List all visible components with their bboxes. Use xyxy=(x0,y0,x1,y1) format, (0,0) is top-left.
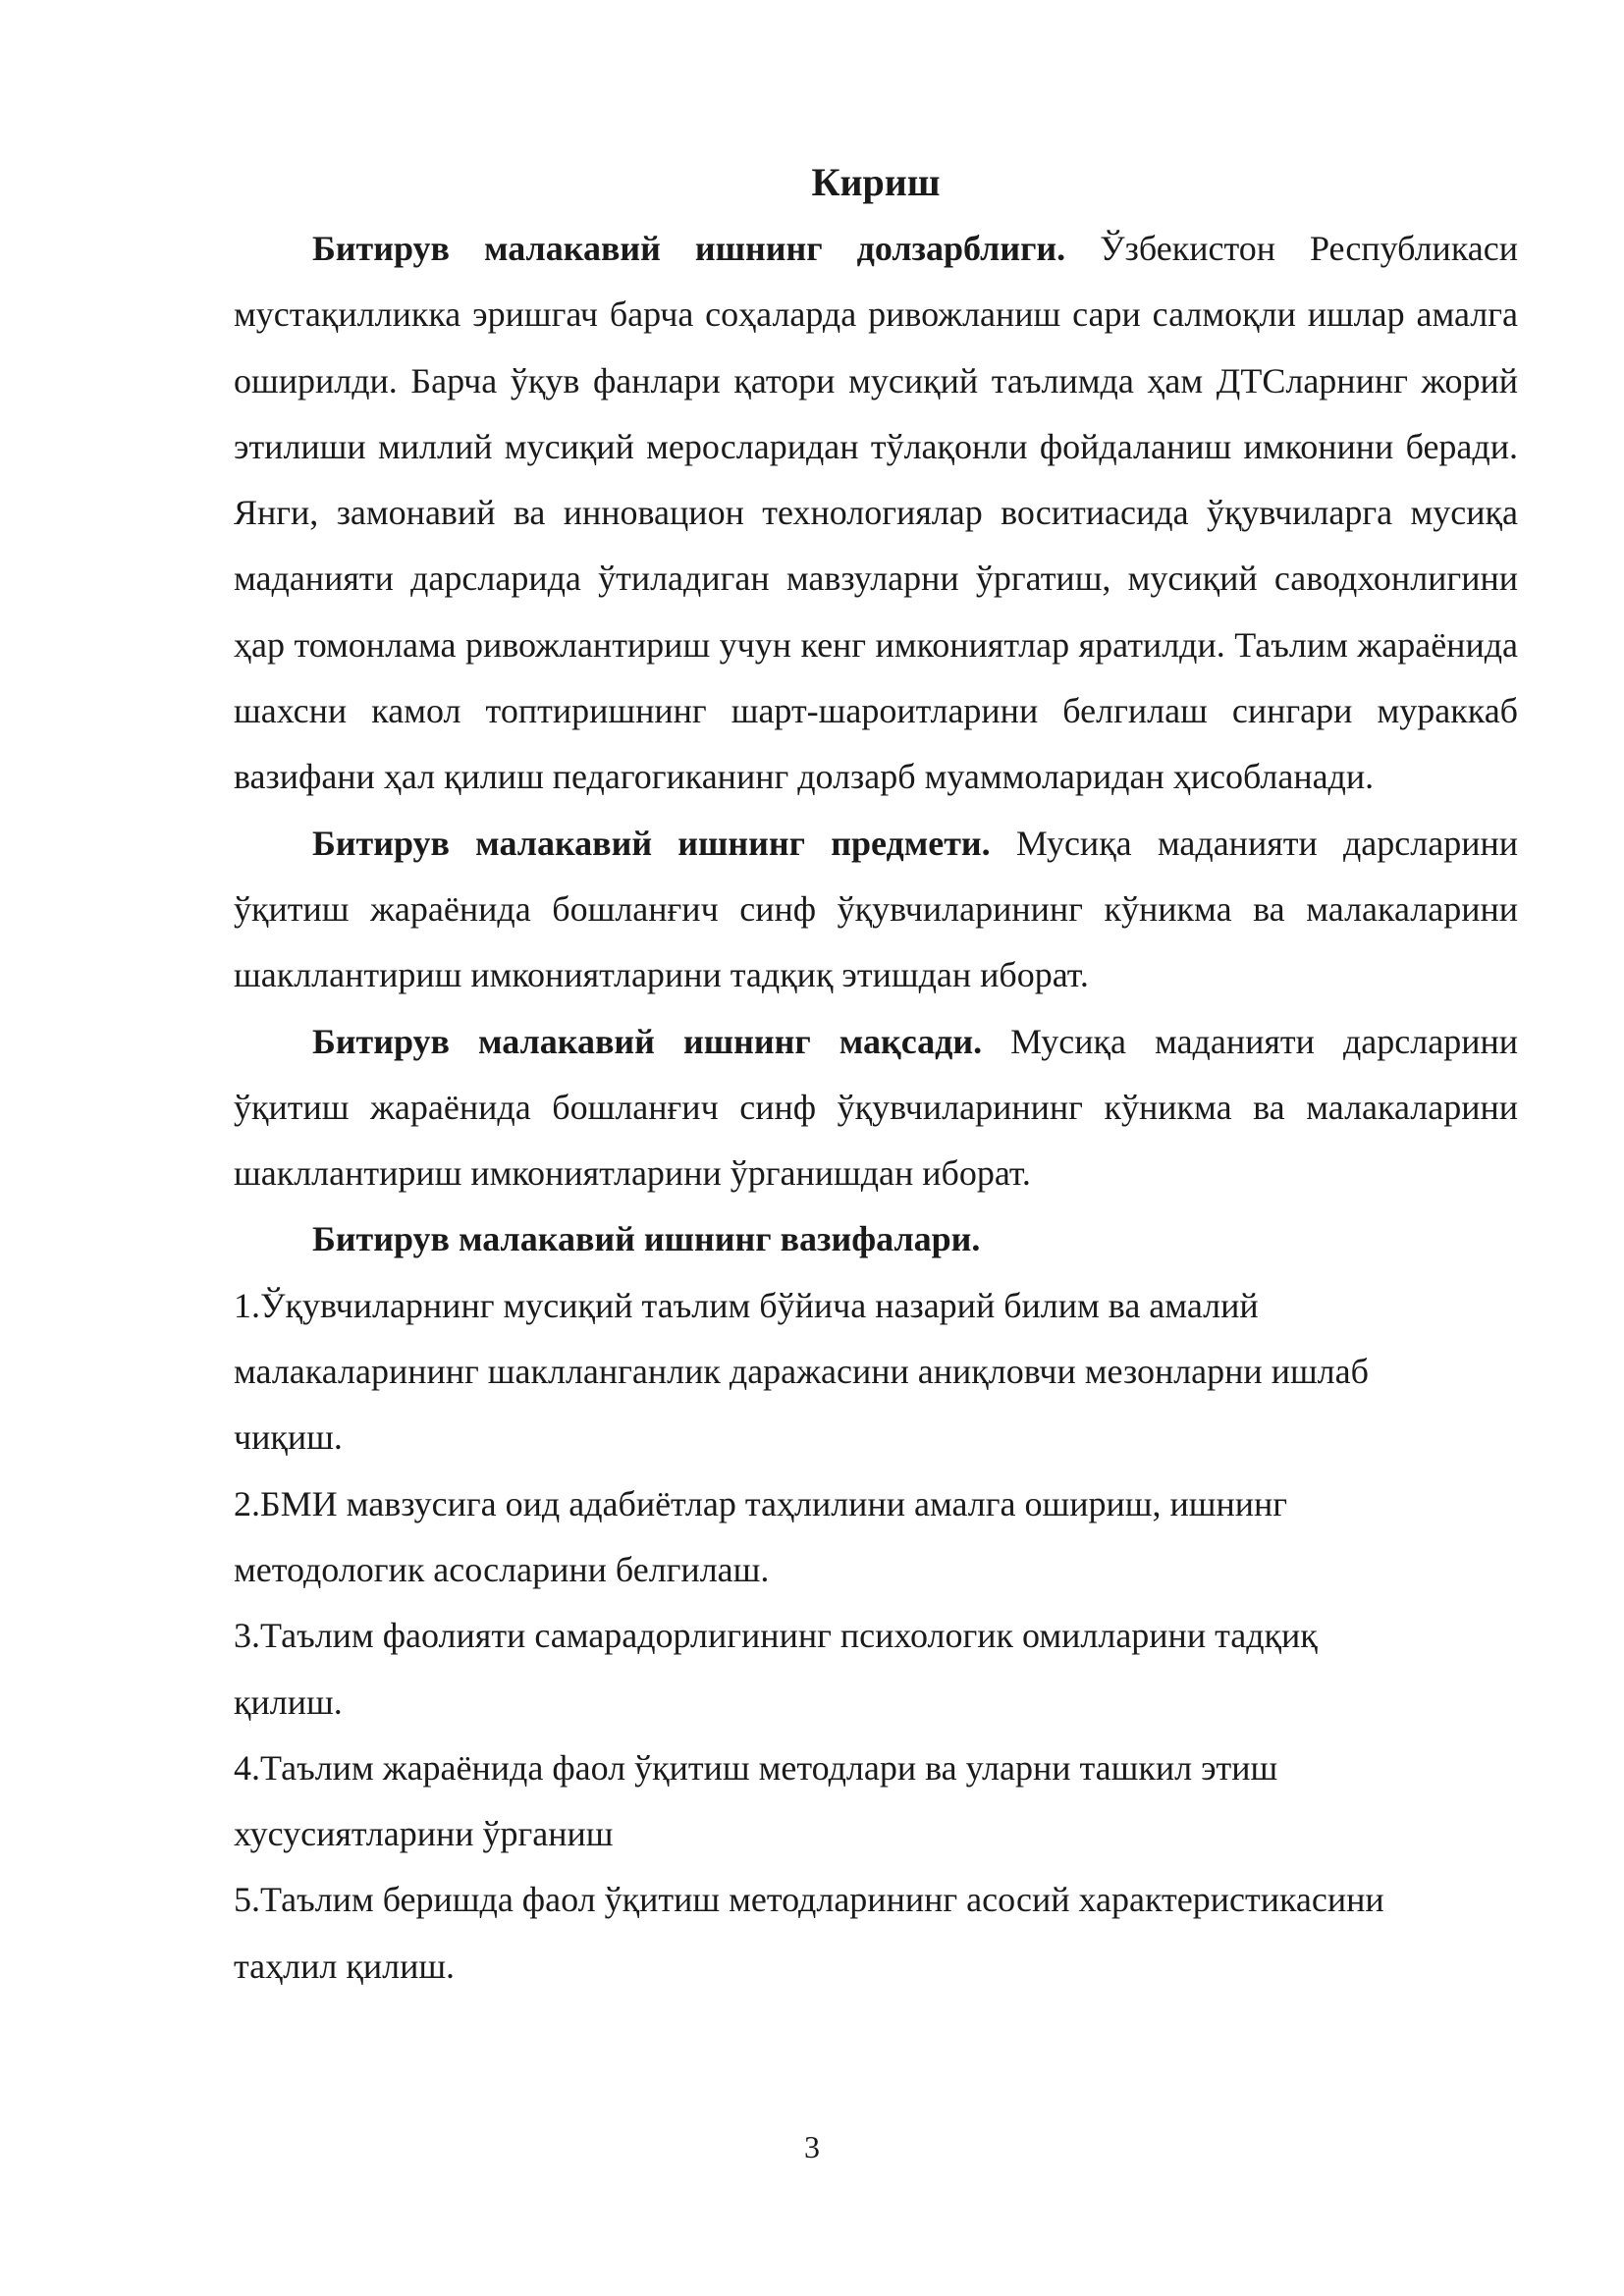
list-item-line: 5.Таълим беришда фаол ўқитиш методларининг асосий характеристикасини xyxy=(234,1880,1384,1920)
paragraph-text: Мусиқа маданияти дарсларини ўқитиш жараёнида бошланғич синф ўқувчиларининг кўникма ва малакаларини шакллантириш имкониятларини тадқиқ этишдан иборат. xyxy=(234,823,1518,995)
paragraph-relevance xyxy=(234,216,1518,811)
paragraph-text: Мусиқа маданияти дарсларини ўқитиш жараёнида бошланғич синф ўқувчиларининг кўникма ва малакаларини шакллантириш имкониятларини ўрганишдан иборат. xyxy=(234,1021,1518,1194)
tasks-heading xyxy=(234,1206,1518,1272)
paragraph-lead: Битирув малакавий ишнинг долзарблиги. xyxy=(312,229,1066,268)
paragraph-lead: Битирув малакавий ишнинг предмети. xyxy=(312,823,991,863)
list-item xyxy=(234,1867,1518,2000)
page-content xyxy=(234,153,1518,2000)
list-item-line: 4.Таълим жараёнида фаол ўқитиш методлари ва уларни ташкил этиш xyxy=(234,1747,1278,1788)
list-item xyxy=(234,1471,1518,1604)
paragraph-text: Ўзбекистон Республикаси мустақилликка эришгач барча соҳаларда ривожланиш сари салмоқли ишлар амалга оширилди. Барча ўқув фанлари қатори мусиқий таълимда ҳам ДТСларнинг жорий этилиши миллий мусиқий меросларидан тўлақонли фойдаланиш имконини беради. Янги, замонавий ва инновацион технологиялар воситиасида ўқувчиларга мусиқа маданияти дарсларида ўтиладиган мавзуларни ўргатиш, мусиқий саводхонлигини ҳар томонлама ривожлантириш учун кенг имкониятлар яратилди. Таълим жараёнида шахсни камол топтиришнинг шарт-шароитларини белгилаш сингари мураккаб вазифани ҳал қилиш педагогиканинг долзарб муаммоларидан ҳисобланади. xyxy=(234,229,1518,797)
tasks-list xyxy=(234,1273,1518,2000)
page-number: 3 xyxy=(804,2129,820,2164)
list-item-line: 1.Ўқувчиларнинг мусиқий таълим бўйича назарий билим ва амалий xyxy=(234,1285,1259,1325)
list-item xyxy=(234,1603,1518,1735)
list-item-line: методологик асосларини белгилаш. xyxy=(234,1549,770,1589)
paragraph-goal xyxy=(234,1009,1518,1207)
paragraph-lead: Битирув малакавий ишнинг мақсади. xyxy=(312,1021,983,1061)
list-item xyxy=(234,1735,1518,1868)
list-item xyxy=(234,1273,1518,1471)
list-item-line: чиқиш. xyxy=(234,1417,343,1458)
paragraph-subject xyxy=(234,811,1518,1009)
tasks-heading-text: Битирув малакавий ишнинг вазифалари. xyxy=(312,1219,981,1259)
list-item-line: таҳлил қилиш. xyxy=(234,1946,456,1986)
list-item-line: қилиш. xyxy=(234,1682,343,1722)
list-item-line: 2.БМИ мавзусига оид адабиётлар таҳлилини амалга ошириш, ишнинг xyxy=(234,1483,1288,1523)
list-item-line: малакаларининг шаклланганлик даражасини аниқловчи мезонларни ишлаб xyxy=(234,1352,1369,1392)
list-item-line: хусусиятларини ўрганиш xyxy=(234,1814,614,1854)
list-item-line: 3.Таълим фаолияти самарадорлигининг психологик омилларини тадқиқ xyxy=(234,1616,1318,1656)
page-title: Кириш xyxy=(811,160,941,204)
